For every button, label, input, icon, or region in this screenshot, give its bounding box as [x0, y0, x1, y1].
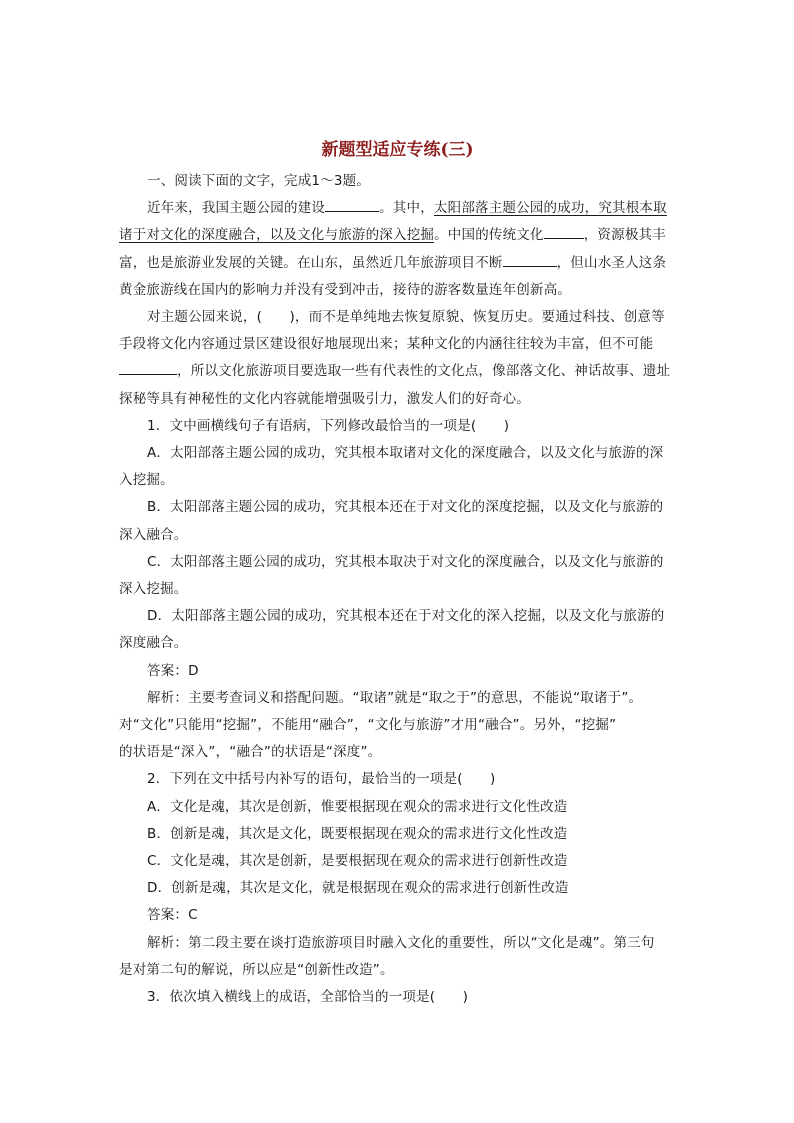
- underlined-sentence: 诸于对文化的深度融合，以及文化与旅游的深入挖掘: [119, 227, 435, 244]
- text-span: ，所以文化旅游项目要选取一些有代表性的文化点，像部落文化、神话故事、遗址: [177, 363, 671, 380]
- text-span: ，但山水圣人这条: [556, 254, 667, 271]
- q1-option-b-cont: 深入融合。: [119, 526, 188, 543]
- q1-explanation-cont: 对“文化”只能用“挖掘”，不能用“融合”，“文化与旅游”才用“融合”。另外，“挖掘”: [119, 717, 617, 734]
- q1-option-d: D．太阳部落主题公园的成功，究其根本还在于对文化的深入挖掘，以及文化与旅游的: [147, 608, 665, 625]
- q1-option-c: C．太阳部落主题公园的成功，究其根本取决于对文化的深度融合，以及文化与旅游的: [147, 553, 664, 570]
- text-span: ，资源极其丰: [583, 227, 666, 244]
- passage-line: [119, 195, 676, 222]
- passage-line: [119, 222, 676, 249]
- q2-answer: 答案：C: [147, 907, 198, 924]
- fill-blank-2: [544, 224, 584, 239]
- q2-option-a: A．文化是魂，其次是创新，惟要根据现在观众的需求进行文化性改造: [147, 798, 568, 815]
- section-heading: 一、阅读下面的文字，完成1～3题。: [147, 173, 371, 189]
- q2-explanation: 解析：第二段主要在谈打造旅游项目时融入文化的重要性，所以“文化是魂”。第三句: [147, 934, 655, 951]
- text-span: 。中国的传统文化: [434, 227, 544, 244]
- passage-line: 手段将文化内容通过景区建设很好地展现出来；某种文化的内涵往往较为丰富，但不可能: [119, 336, 654, 353]
- q2-option-c: C．文化是魂，其次是创新，是要根据现在观众的需求进行创新性改造: [147, 853, 568, 870]
- page-title: 新题型适应专练(三): [321, 140, 474, 160]
- passage-line: 探秘等具有神秘性的文化内容就能增强吸引力，激发人们的好奇心。: [119, 390, 530, 407]
- q1-option-b: B．太阳部落主题公园的成功，究其根本还在于对文化的深度挖掘，以及文化与旅游的: [147, 499, 664, 516]
- question-3-stem: 3．依次填入横线上的成语，全部恰当的一项是( ): [147, 989, 469, 1006]
- passage-line: 对主题公园来说，( )，而不是单纯地去恢复原貌、恢复历史。要通过科技、创意等: [147, 309, 665, 326]
- underlined-sentence: 太阳部落主题公园的成功，究其根本取: [433, 200, 667, 217]
- question-2-stem: 2．下列在文中括号内补写的语句，最恰当的一项是( ): [147, 771, 496, 788]
- question-1-stem: 1．文中画横线句子有语病，下列修改最恰当的一项是( ): [147, 417, 510, 434]
- q1-option-a: A．太阳部落主题公园的成功，究其根本取诸对文化的深度融合，以及文化与旅游的深: [147, 445, 664, 462]
- text-span: 近年来，我国主题公园的建设: [147, 200, 326, 217]
- fill-blank-3: [503, 252, 557, 267]
- passage-line: 黄金旅游线在国内的影响力并没有受到冲击，接待的游客数量连年创新高。: [119, 281, 572, 298]
- q1-explanation-cont: 的状语是“深入”，“融合”的状语是“深度”。: [119, 744, 382, 761]
- fill-blank-1: [325, 197, 379, 212]
- q2-explanation-cont: 是对第二句的解说，所以应是“创新性改造”。: [119, 961, 394, 978]
- q1-option-d-cont: 深度融合。: [119, 635, 188, 652]
- fill-blank-4: [119, 360, 177, 375]
- passage-line: [119, 250, 676, 277]
- q1-option-a-cont: 入挖掘。: [119, 472, 174, 489]
- text-span: 。其中，: [379, 200, 434, 217]
- document-page: [119, 138, 676, 1011]
- passage-line: [119, 358, 676, 385]
- q2-option-b: B．创新是魂，其次是文化，既要根据现在观众的需求进行文化性改造: [147, 825, 568, 842]
- q1-option-c-cont: 深入挖掘。: [119, 581, 188, 598]
- q2-option-d: D．创新是魂，其次是文化，就是根据现在观众的需求进行创新性改造: [147, 880, 569, 897]
- q1-answer: 答案：D: [147, 662, 199, 679]
- q1-explanation: 解析：主要考查词义和搭配问题。“取诸”就是“取之于”的意思，不能说“取诸于”。: [147, 689, 643, 706]
- text-span: 富，也是旅游业发展的关键。在山东，虽然近几年旅游项目不断: [119, 254, 503, 271]
